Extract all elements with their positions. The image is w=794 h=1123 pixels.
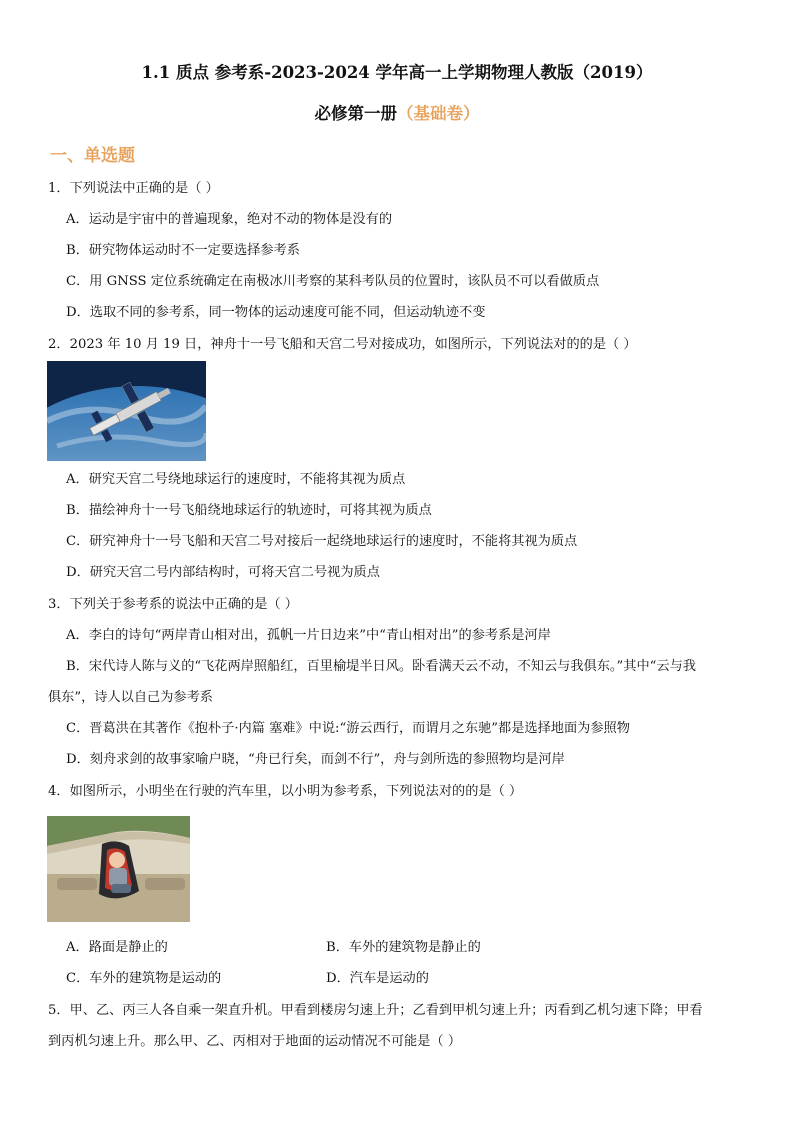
question-3-option-d: D．刻舟求剑的故事家喻户晓，“舟已行矣，而剑不行”，舟与剑所选的参照物均是河岸 (66, 752, 565, 767)
section-heading: 一、单选题 (50, 146, 135, 166)
question-2-stem: 2．2023 年 10 月 19 日，神舟十一号飞船和天宫二号对接成功，如图所示，下列说法对的的是（ ） (48, 337, 637, 352)
question-1-option-b: B．研究物体运动时不一定要选择参考系 (66, 243, 300, 258)
title-tag: （基础卷） (397, 104, 480, 123)
question-2-option-b: B．描绘神舟十一号飞船绕地球运行的轨迹时，可将其视为质点 (66, 503, 432, 518)
question-4-option-c: C．车外的建筑物是运动的 (66, 971, 222, 986)
question-1-stem: 1．下列说法中正确的是（ ） (48, 181, 219, 196)
question-3-option-b: B．宋代诗人陈与义的“飞花两岸照船红，百里榆堤半日风。卧看满天云不动，不知云与我俱东。”其中“云与我 (66, 659, 696, 674)
question-1-option-d: D．选取不同的参考系，同一物体的运动速度可能不同，但运动轨迹不变 (66, 305, 486, 320)
document-title-line2 (0, 100, 794, 124)
question-4-stem: 4．如图所示，小明坐在行驶的汽车里，以小明为参考系，下列说法对的的是（ ） (48, 784, 523, 799)
question-5-stem-line1: 5．甲、乙、丙三人各自乘一架直升机。甲看到楼房匀速上升；乙看到甲机匀速上升；丙看到乙机匀速下降；甲看 (48, 1003, 703, 1018)
space-station-image (47, 361, 206, 461)
question-3-stem: 3．下列关于参考系的说法中正确的是（ ） (48, 597, 298, 612)
question-4-option-a: A．路面是静止的 (66, 940, 168, 955)
question-5-stem-line2: 到丙机匀速上升。那么甲、乙、丙相对于地面的运动情况不可能是（ ） (48, 1034, 462, 1049)
question-1-option-a: A．运动是宇宙中的普遍现象，绝对不动的物体是没有的 (66, 212, 393, 227)
document-title-line1: 1.1 质点 参考系-2023-2024 学年高一上学期物理人教版（2019） (141, 63, 653, 82)
question-2-option-c: C．研究神舟十一号飞船和天宫二号对接后一起绕地球运行的速度时，不能将其视为质点 (66, 534, 578, 549)
question-3-option-c: C．晋葛洪在其著作《抱朴子·内篇 塞难》中说:“游云西行，而谓月之东驰”都是选择地面为参照物 (66, 721, 630, 736)
question-2-option-d: D．研究天宫二号内部结构时，可将天宫二号视为质点 (66, 565, 380, 580)
question-3-option-a: A．李白的诗句“两岸青山相对出，孤帆一片日边来”中“青山相对出”的参考系是河岸 (66, 628, 551, 643)
question-4-option-d: D．汽车是运动的 (326, 971, 429, 986)
question-1-option-c: C．用 GNSS 定位系统确定在南极冰川考察的某科考队员的位置时，该队员不可以看做质点 (66, 274, 600, 289)
title-main: 必修第一册 (314, 104, 397, 123)
car-seat-image (47, 816, 190, 922)
question-3-option-b-cont: 俱东”，诗人以自己为参考系 (48, 690, 213, 705)
question-2-option-a: A．研究天宫二号绕地球运行的速度时，不能将其视为质点 (66, 472, 406, 487)
question-4-option-b: B．车外的建筑物是静止的 (326, 940, 481, 955)
